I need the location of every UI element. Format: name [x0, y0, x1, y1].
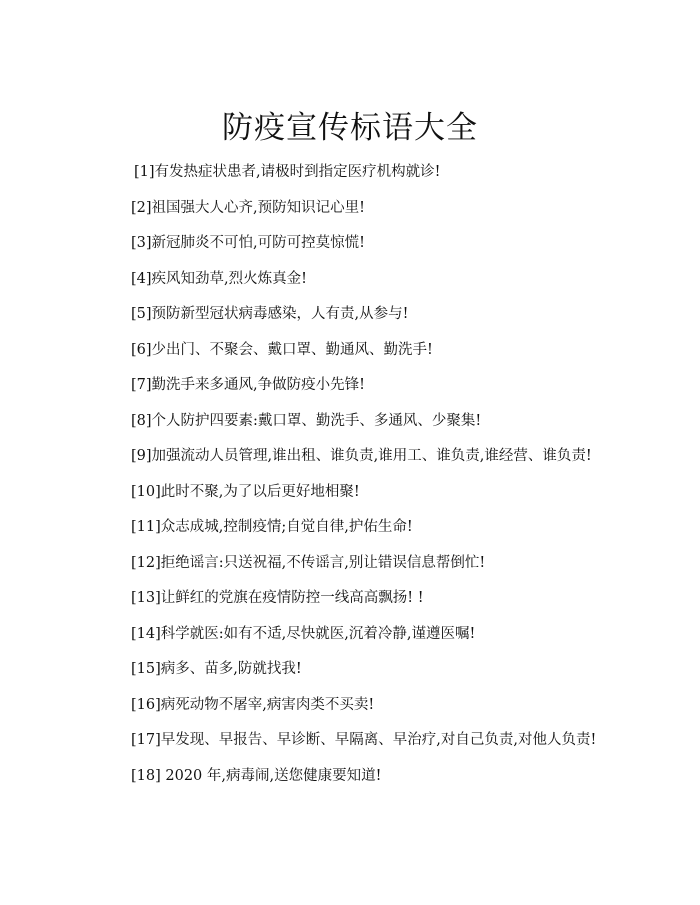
- slogan-list: [131, 160, 691, 799]
- slogan-item: [9]加强流动人员管理,谁出租、谁负责,谁用工、谁负责,谁经营、谁负责!: [131, 448, 592, 464]
- slogan-item: [7]勤洗手来多通风,争做防疫小先锋!: [131, 377, 365, 393]
- slogan-item: [10]此时不聚,为了以后更好地相聚!: [131, 483, 360, 500]
- slogan-item: [16]病死动物不屠宰,病害肉类不买卖!: [131, 696, 375, 713]
- slogan-item: [5]预防新型冠状病毒感染，人有责,从参与!: [131, 306, 409, 322]
- slogan-item: [18] 2020 年,病毒闹,送您健康要知道!: [131, 767, 382, 784]
- slogan-item: [1]有发热症状患者,请极时到指定医疗机构就诊!: [134, 164, 441, 180]
- slogan-item: [14]科学就医:如有不适,尽快就医,沉着冷静,谨遵医嘱!: [131, 625, 476, 642]
- slogan-item: [13]让鲜红的党旗在疫情防控一线高高飘扬! !: [131, 590, 424, 606]
- slogan-item: [2]祖国强大人心齐,预防知识记心里!: [131, 199, 365, 216]
- document-title: 防疫宣传标语大全: [222, 110, 478, 146]
- slogan-item: [12]拒绝谣言:只送祝福,不传谣言,别让错误信息帮倒忙!: [131, 554, 486, 571]
- slogan-item: [17]早发现、早报告、早诊断、早隔离、早治疗,对自己负责,对他人负责!: [131, 732, 597, 748]
- slogan-item: [6]少出门、不聚会、戴口罩、勤通风、勤洗手!: [131, 341, 433, 358]
- slogan-item: [3]新冠肺炎不可怕,可防可控莫惊慌!: [131, 235, 365, 251]
- slogan-item: [11]众志成城,控制疫情;自觉自律,护佑生命!: [131, 519, 413, 535]
- slogan-item: [15]病多、苗多,防就找我!: [131, 661, 302, 677]
- slogan-item: [4]疾风知劲草,烈火炼真金!: [131, 270, 307, 287]
- slogan-item: [8]个人防护四要素:戴口罩、勤洗手、多通风、少聚集!: [131, 412, 482, 429]
